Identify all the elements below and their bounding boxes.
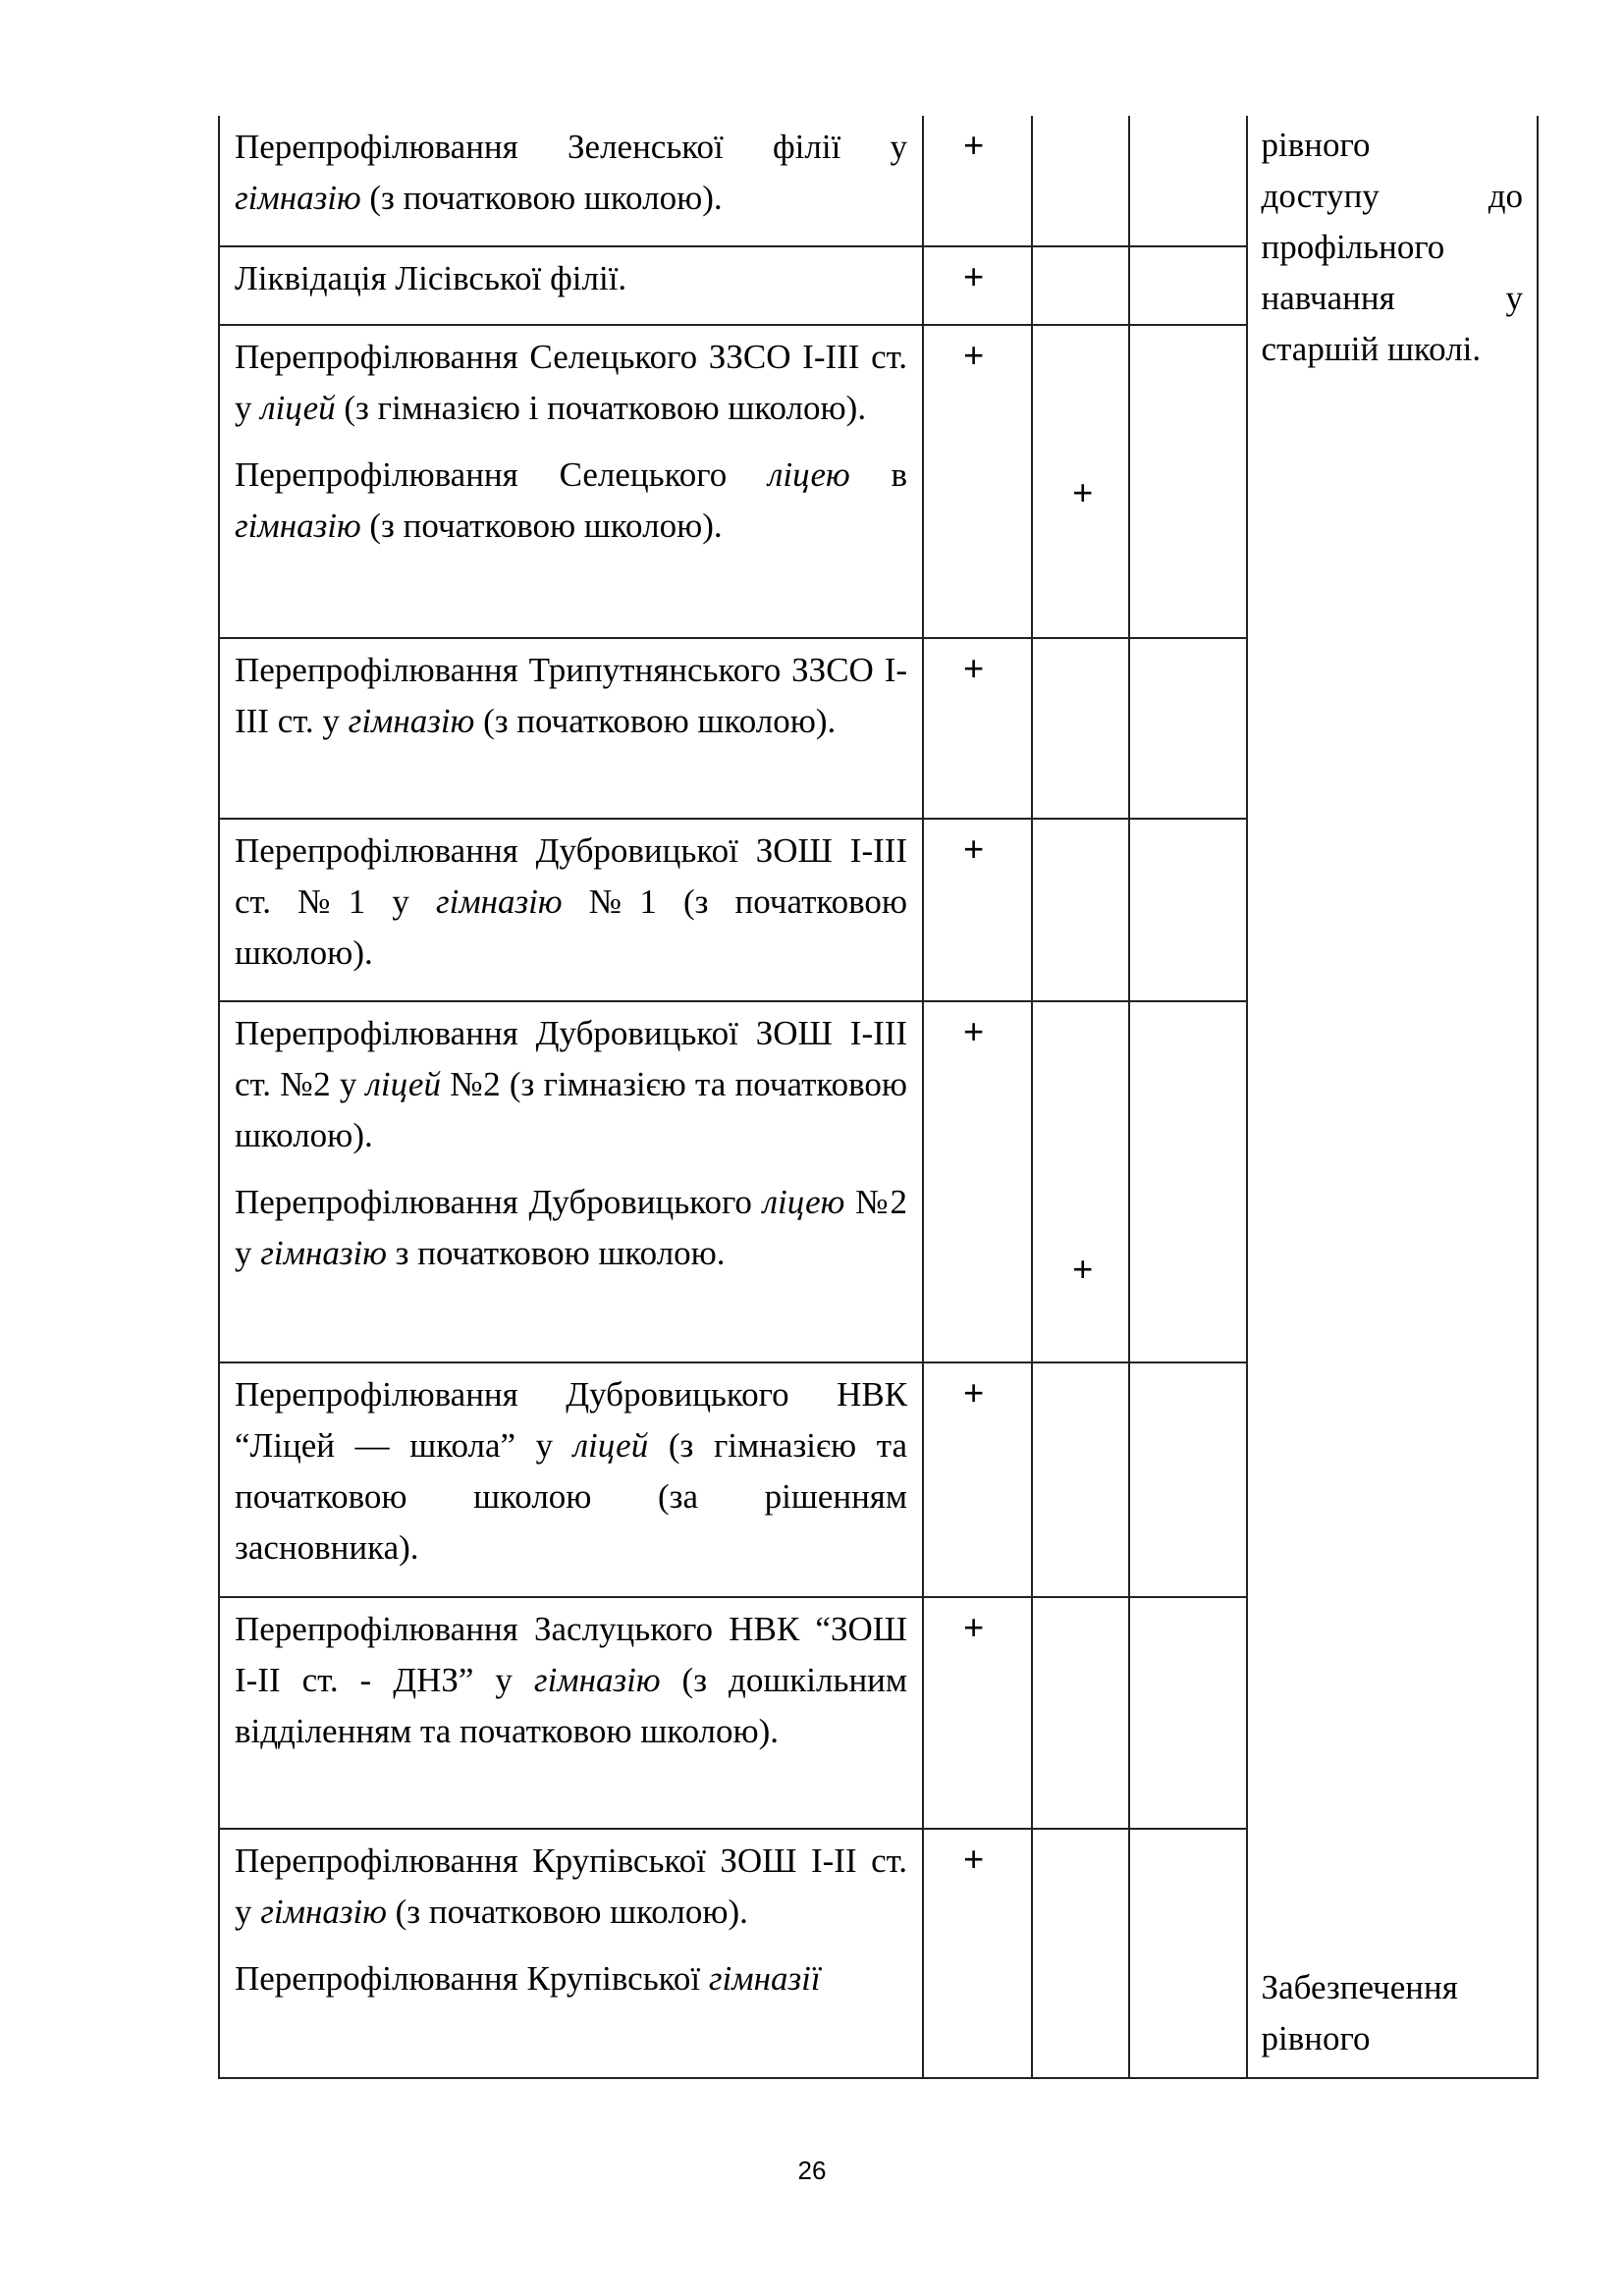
mark-cell-col3 xyxy=(1032,246,1129,325)
measure-text xyxy=(220,116,922,224)
plus-mark: + xyxy=(963,1372,985,1413)
mark-cell-col4 xyxy=(1129,325,1246,638)
mark-cell-col4 xyxy=(1129,638,1246,819)
goal-word: рівного xyxy=(1261,2019,1371,2057)
mark-cell-col4 xyxy=(1129,1597,1246,1829)
mark-cell-col3 xyxy=(1032,1362,1129,1597)
goal-word: у xyxy=(1505,279,1523,317)
italic-term: гімназію xyxy=(235,179,361,217)
goal-line xyxy=(1262,1962,1523,2013)
goal-line xyxy=(1262,120,1523,171)
text-run: №2 у xyxy=(235,1183,908,1272)
text-run: Перепрофілювання Трипутнянського ЗЗСО І-ІІІ ст. у xyxy=(235,651,908,740)
mark-cell-col2 xyxy=(923,1001,1032,1362)
mark-cell-col3 xyxy=(1032,1597,1129,1829)
goal-line xyxy=(1262,273,1523,324)
goal-word: доступу xyxy=(1261,177,1380,215)
text-run: (з початковою школою). xyxy=(474,702,837,740)
measure-text xyxy=(220,1830,922,2004)
italic-term: гімназію xyxy=(260,1893,387,1931)
mark-cell-col2 xyxy=(923,1829,1032,2078)
plus-mark: + xyxy=(963,1839,985,1879)
mark-cell-col2 xyxy=(923,819,1032,1001)
measure-text xyxy=(220,1002,922,1279)
text-run: Перепрофілювання Крупівської ЗОШ І-ІІ ст. у xyxy=(235,1842,908,1931)
mark-cell-col4 xyxy=(1129,819,1246,1001)
plus-mark: + xyxy=(1072,1249,1094,1289)
text-run: (з гімназією і початковою школою). xyxy=(335,389,867,427)
plus-mark: + xyxy=(963,1607,985,1647)
goal-line xyxy=(1262,2013,1523,2064)
measure-cell xyxy=(219,1597,923,1829)
text-run: Перепрофілювання Дубровицького xyxy=(235,1183,763,1221)
mark-cell-col2 xyxy=(923,246,1032,325)
text-run: (з початковою школою). xyxy=(360,507,723,545)
mark-cell-col2 xyxy=(923,116,1032,246)
goal-word: Забезпечення xyxy=(1261,1968,1458,2006)
mark-cell-col4 xyxy=(1129,246,1246,325)
measure-cell xyxy=(219,1829,923,2078)
mark-cell-col4 xyxy=(1129,1362,1246,1597)
goal-word: профільного xyxy=(1261,228,1445,266)
plus-mark: + xyxy=(1072,472,1094,512)
measure-cell xyxy=(219,1001,923,1362)
measure-cell xyxy=(219,325,923,638)
text-run: Перепрофілювання Дубровицької ЗОШ І-ІІІ ст. №2 у xyxy=(235,1014,908,1103)
measure-cell xyxy=(219,1362,923,1597)
measure-text xyxy=(220,820,922,979)
plus-mark: + xyxy=(963,256,985,296)
page-number: 26 xyxy=(797,2156,827,2185)
plus-mark: + xyxy=(963,1011,985,1051)
measures-table xyxy=(218,116,1539,2079)
measure-text xyxy=(220,1598,922,1757)
measure-text xyxy=(220,247,922,304)
goal-word: рівного xyxy=(1261,126,1371,164)
plus-mark: + xyxy=(963,125,985,165)
plus-mark: + xyxy=(963,828,985,869)
goal-line xyxy=(1262,171,1523,222)
measure-paragraph xyxy=(220,1604,922,1757)
measure-text xyxy=(220,1363,922,1574)
text-run: (з початковою школою). xyxy=(386,1893,748,1931)
italic-term: ліцей xyxy=(260,389,336,427)
measure-paragraph xyxy=(220,122,922,224)
mark-cell-col2 xyxy=(923,638,1032,819)
italic-term: гімназію xyxy=(435,882,563,921)
measure-paragraph xyxy=(220,1953,922,2004)
mark-cell-col3 xyxy=(1032,1829,1129,2078)
italic-term: гімназію xyxy=(533,1661,661,1699)
italic-term: гімназію xyxy=(260,1234,387,1272)
goal-word: навчання xyxy=(1261,279,1395,317)
measure-cell xyxy=(219,638,923,819)
measure-paragraph xyxy=(220,332,922,434)
measure-paragraph xyxy=(220,1008,922,1161)
measure-paragraph xyxy=(220,450,922,552)
text-run: Перепрофілювання Заслуцького НВК “ЗОШ І-ІІ ст. - ДНЗ” у xyxy=(235,1610,908,1699)
mark-cell-col3 xyxy=(1032,638,1129,819)
text-run: Перепрофілювання Крупівської xyxy=(235,1959,709,1998)
goal-word: до xyxy=(1488,177,1523,215)
goal-text-top xyxy=(1248,120,1537,375)
italic-term: гімназії xyxy=(708,1959,821,1998)
measure-text xyxy=(220,326,922,552)
measure-paragraph xyxy=(220,1369,922,1574)
text-run: з початковою школою. xyxy=(386,1234,726,1272)
goal-text-bottom xyxy=(1248,1962,1537,2064)
plus-mark: + xyxy=(963,648,985,688)
italic-term: гімназію xyxy=(348,702,475,740)
italic-term: гімназію xyxy=(235,507,361,545)
measures-table-body xyxy=(219,116,1538,2078)
text-run: Перепрофілювання Зеленської філії у xyxy=(235,128,908,166)
text-run: №1 (з початковою школою). xyxy=(235,882,908,972)
text-run: (з початковою школою). xyxy=(360,179,723,217)
mark-cell-col2 xyxy=(923,325,1032,638)
mark-cell-col4 xyxy=(1129,1001,1246,1362)
text-run: Перепрофілювання Селецького ЗЗСО І-ІІІ ст. у xyxy=(235,338,908,427)
measure-paragraph xyxy=(220,1177,922,1279)
measure-cell xyxy=(219,819,923,1001)
goal-line xyxy=(1262,324,1523,375)
goal-word: старшій школі. xyxy=(1261,330,1482,368)
goal-line xyxy=(1262,222,1523,273)
text-run: Перепрофілювання Селецького xyxy=(235,455,769,494)
measure-cell xyxy=(219,246,923,325)
text-run: в xyxy=(849,455,908,494)
measure-paragraph xyxy=(220,826,922,979)
text-run: (з дошкільним відділенням та початковою школою). xyxy=(235,1661,908,1750)
mark-cell-col2 xyxy=(923,1597,1032,1829)
mark-cell-col3 xyxy=(1032,116,1129,246)
italic-term: ліцей xyxy=(365,1065,441,1103)
mark-cell-col2 xyxy=(923,1362,1032,1597)
text-run: Ліквідація Лісівської філії. xyxy=(235,259,627,297)
mark-cell-col3 xyxy=(1032,325,1129,638)
plus-mark: + xyxy=(963,335,985,375)
text-run: (з гімназією та початковою школою (за рішенням засновника). xyxy=(235,1426,908,1567)
italic-term: ліцею xyxy=(762,1183,845,1221)
mark-cell-col3 xyxy=(1032,1001,1129,1362)
mark-cell-col4 xyxy=(1129,116,1246,246)
italic-term: ліцею xyxy=(768,455,850,494)
measure-cell xyxy=(219,116,923,246)
text-run: №2 (з гімназією та початковою школою). xyxy=(235,1065,908,1154)
measure-paragraph xyxy=(220,1836,922,1938)
text-run: Перепрофілювання Дубровицької ЗОШ І-ІІІ ст. №1 у xyxy=(235,831,908,921)
goal-cell xyxy=(1247,116,1538,2078)
mark-cell-col4 xyxy=(1129,1829,1246,2078)
text-run: Перепрофілювання Дубровицького НВК “Ліцей — школа” у xyxy=(235,1375,908,1465)
measure-paragraph xyxy=(220,645,922,747)
measure-paragraph xyxy=(220,253,922,304)
measure-text xyxy=(220,639,922,747)
italic-term: ліцей xyxy=(572,1426,649,1465)
mark-cell-col3 xyxy=(1032,819,1129,1001)
table-row xyxy=(219,116,1538,246)
